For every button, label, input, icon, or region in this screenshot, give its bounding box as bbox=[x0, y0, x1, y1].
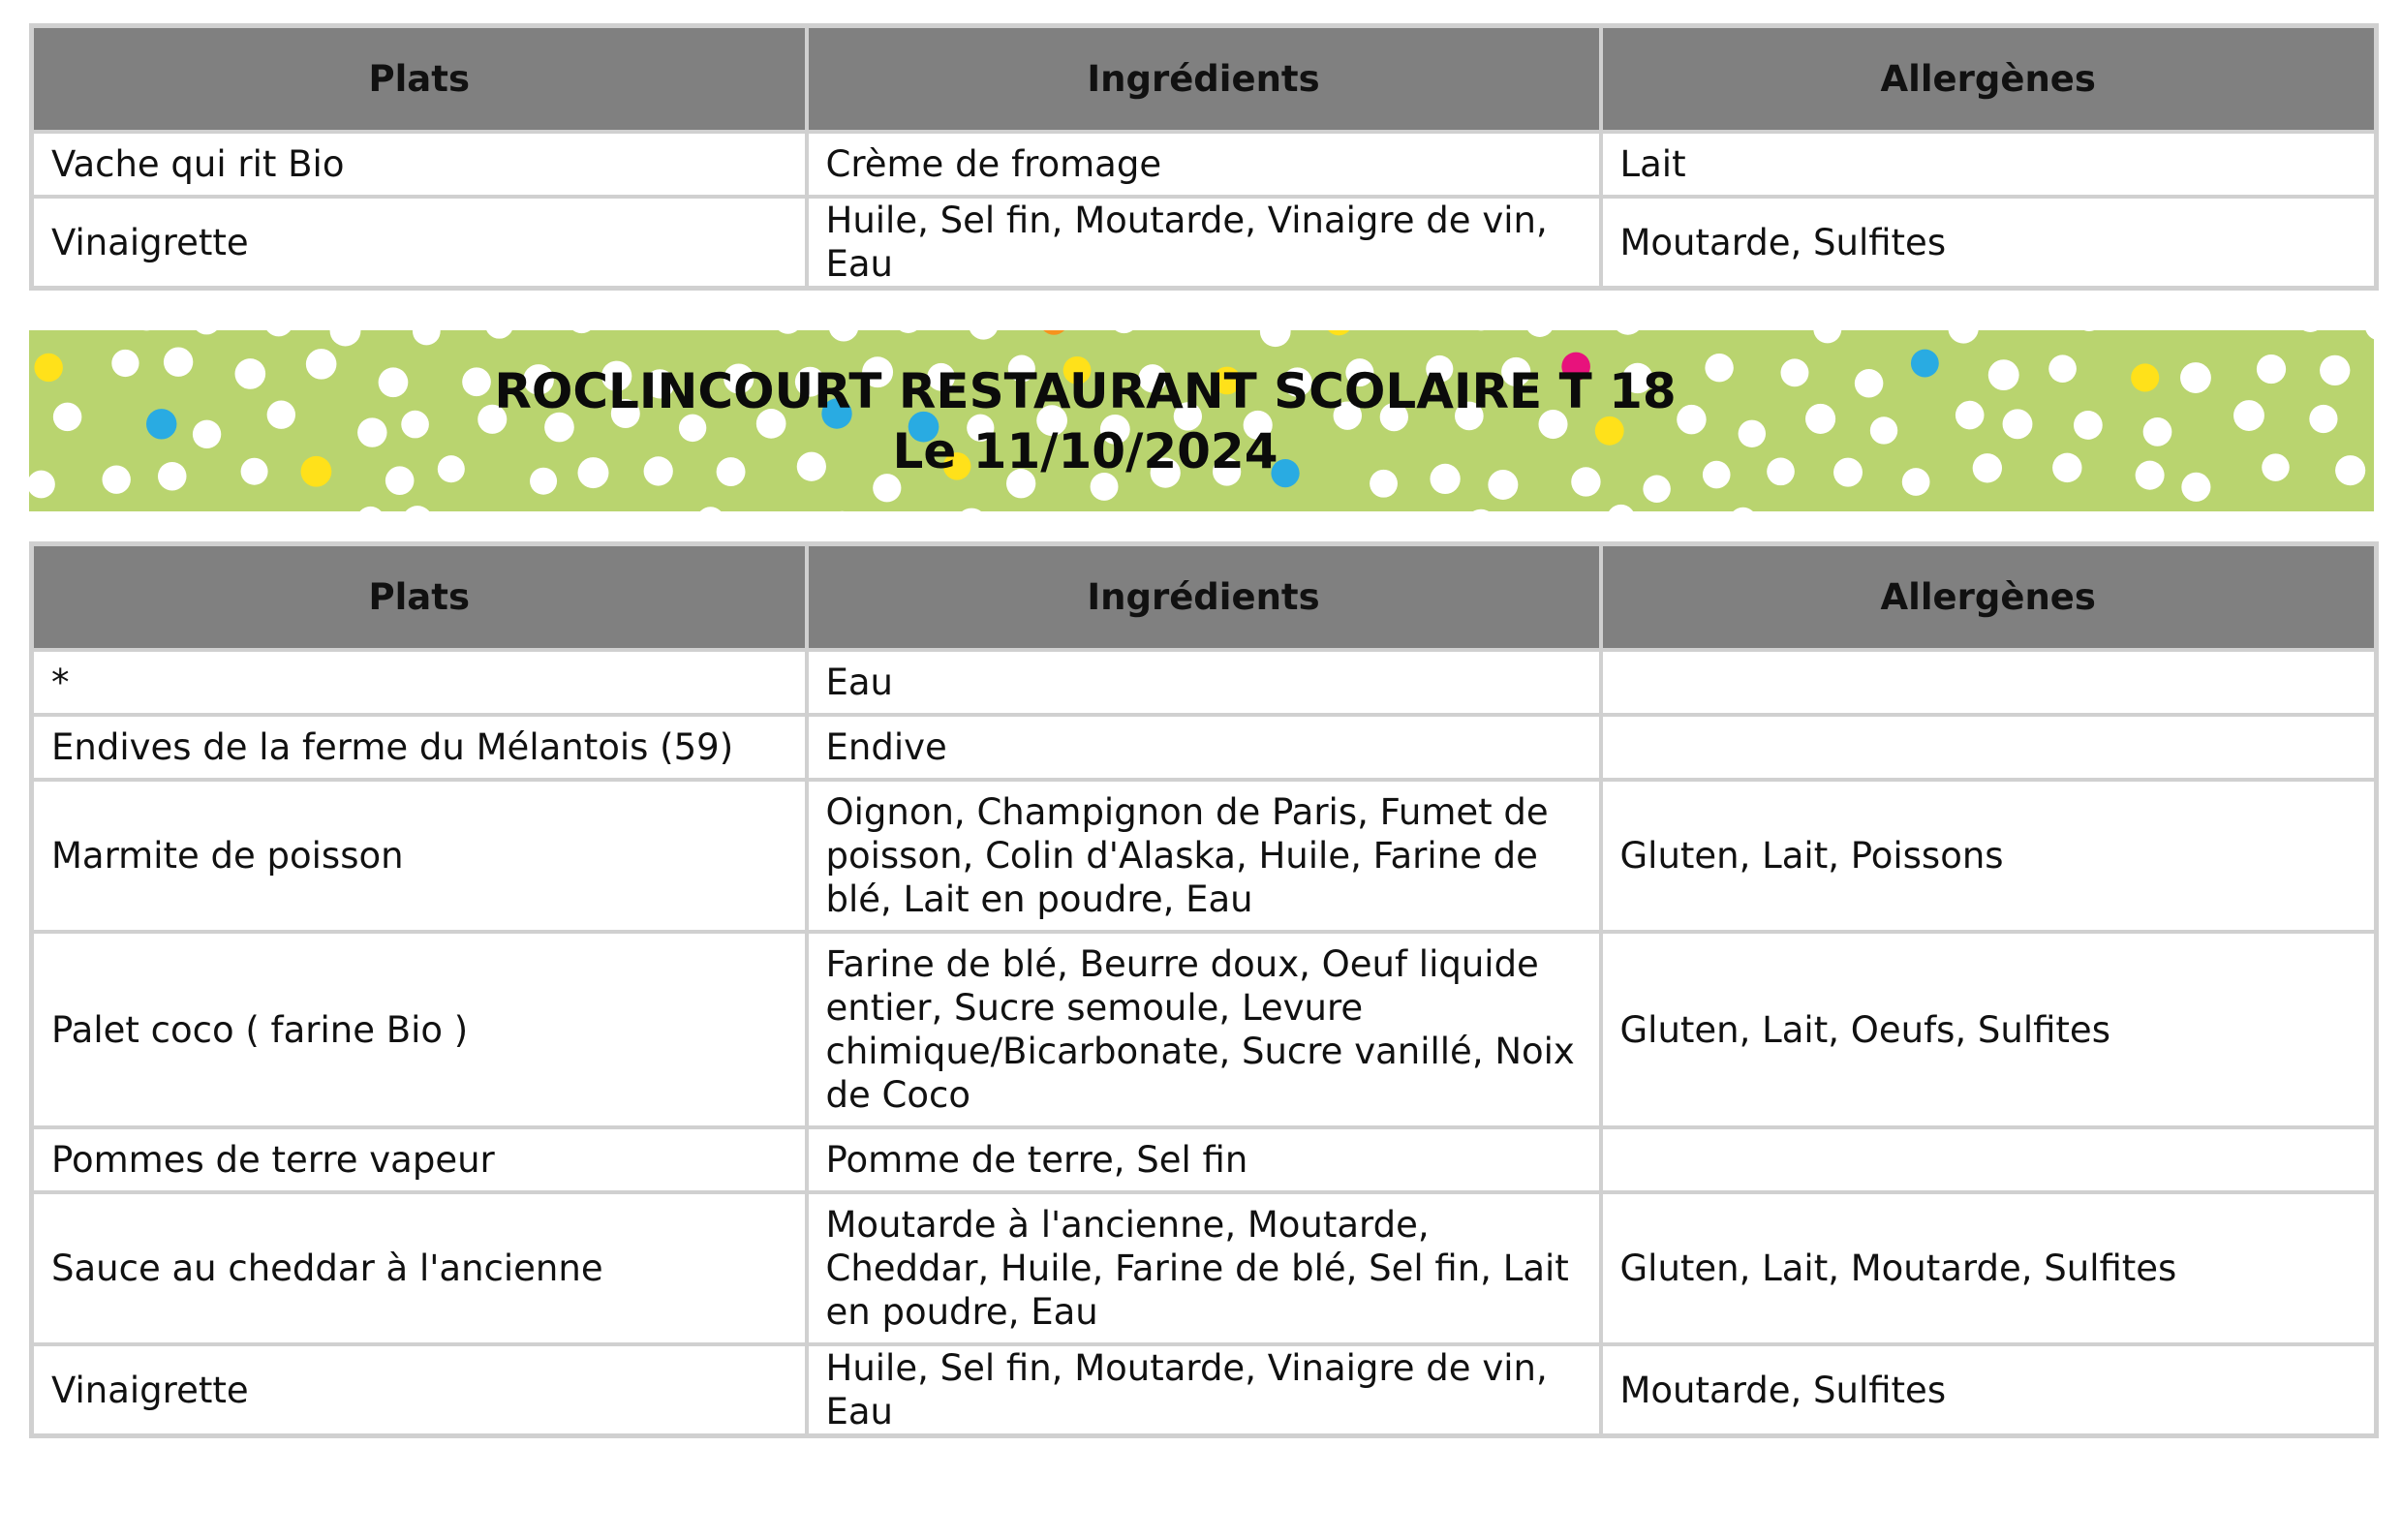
cell-ingredients: Eau bbox=[807, 650, 1601, 715]
cell-plat: Endives de la ferme du Mélantois (59) bbox=[32, 715, 807, 780]
cell-allergenes bbox=[1601, 715, 2377, 780]
table-row bbox=[32, 132, 2377, 197]
school-restaurant-banner bbox=[29, 330, 2374, 511]
cell-ingredients: Moutarde à l'ancienne, Moutarde, Cheddar, Huile, Farine de blé, Sel fin, Lait en poudre, Eau bbox=[807, 1192, 1601, 1344]
cell-plat: Palet coco ( farine Bio ) bbox=[32, 932, 807, 1127]
cell-allergenes bbox=[1601, 650, 2377, 715]
cell-ingredients: Crème de fromage bbox=[807, 132, 1601, 197]
table-row bbox=[32, 1127, 2377, 1192]
cell-allergenes bbox=[1601, 1127, 2377, 1192]
allergen-table-2 bbox=[29, 541, 2379, 1438]
banner-date: Le 11/10/2024 bbox=[892, 422, 1278, 479]
table-row bbox=[32, 1344, 2377, 1436]
table-row bbox=[32, 932, 2377, 1127]
cell-plat: Marmite de poisson bbox=[32, 780, 807, 932]
banner-title: ROCLINCOURT RESTAURANT SCOLAIRE T 18 bbox=[494, 362, 1677, 419]
cell-allergenes: Moutarde, Sulfites bbox=[1601, 197, 2377, 289]
cell-plat: Sauce au cheddar à l'ancienne bbox=[32, 1192, 807, 1344]
cell-ingredients: Pomme de terre, Sel fin bbox=[807, 1127, 1601, 1192]
cell-allergenes: Lait bbox=[1601, 132, 2377, 197]
table-header-row bbox=[32, 544, 2377, 651]
cell-ingredients: Farine de blé, Beurre doux, Oeuf liquide entier, Sucre semoule, Levure chimique/Bicarbonate, Sucre vanillé, Noix de Coco bbox=[807, 932, 1601, 1127]
cell-allergenes: Gluten, Lait, Poissons bbox=[1601, 780, 2377, 932]
allergen-table-1 bbox=[29, 23, 2379, 291]
header-plats: Plats bbox=[32, 26, 807, 133]
cell-plat: Vinaigrette bbox=[32, 197, 807, 289]
cell-ingredients: Endive bbox=[807, 715, 1601, 780]
header-plats: Plats bbox=[32, 544, 807, 651]
table-row bbox=[32, 1192, 2377, 1344]
cell-ingredients: Huile, Sel fin, Moutarde, Vinaigre de vin, Eau bbox=[807, 1344, 1601, 1436]
header-ingredients: Ingrédients bbox=[807, 544, 1601, 651]
cell-allergenes: Moutarde, Sulfites bbox=[1601, 1344, 2377, 1436]
table-row bbox=[32, 715, 2377, 780]
table-row bbox=[32, 650, 2377, 715]
header-allergenes: Allergènes bbox=[1601, 544, 2377, 651]
cell-plat: * bbox=[32, 650, 807, 715]
cell-allergenes: Gluten, Lait, Moutarde, Sulfites bbox=[1601, 1192, 2377, 1344]
table-row bbox=[32, 780, 2377, 932]
cell-plat: Vache qui rit Bio bbox=[32, 132, 807, 197]
cell-plat: Pommes de terre vapeur bbox=[32, 1127, 807, 1192]
cell-ingredients: Oignon, Champignon de Paris, Fumet de poisson, Colin d'Alaska, Huile, Farine de blé, Lait en poudre, Eau bbox=[807, 780, 1601, 932]
cell-allergenes: Gluten, Lait, Oeufs, Sulfites bbox=[1601, 932, 2377, 1127]
header-allergenes: Allergènes bbox=[1601, 26, 2377, 133]
cell-ingredients: Huile, Sel fin, Moutarde, Vinaigre de vin, Eau bbox=[807, 197, 1601, 289]
header-ingredients: Ingrédients bbox=[807, 26, 1601, 133]
table-row bbox=[32, 197, 2377, 289]
table-header-row bbox=[32, 26, 2377, 133]
cell-plat: Vinaigrette bbox=[32, 1344, 807, 1436]
